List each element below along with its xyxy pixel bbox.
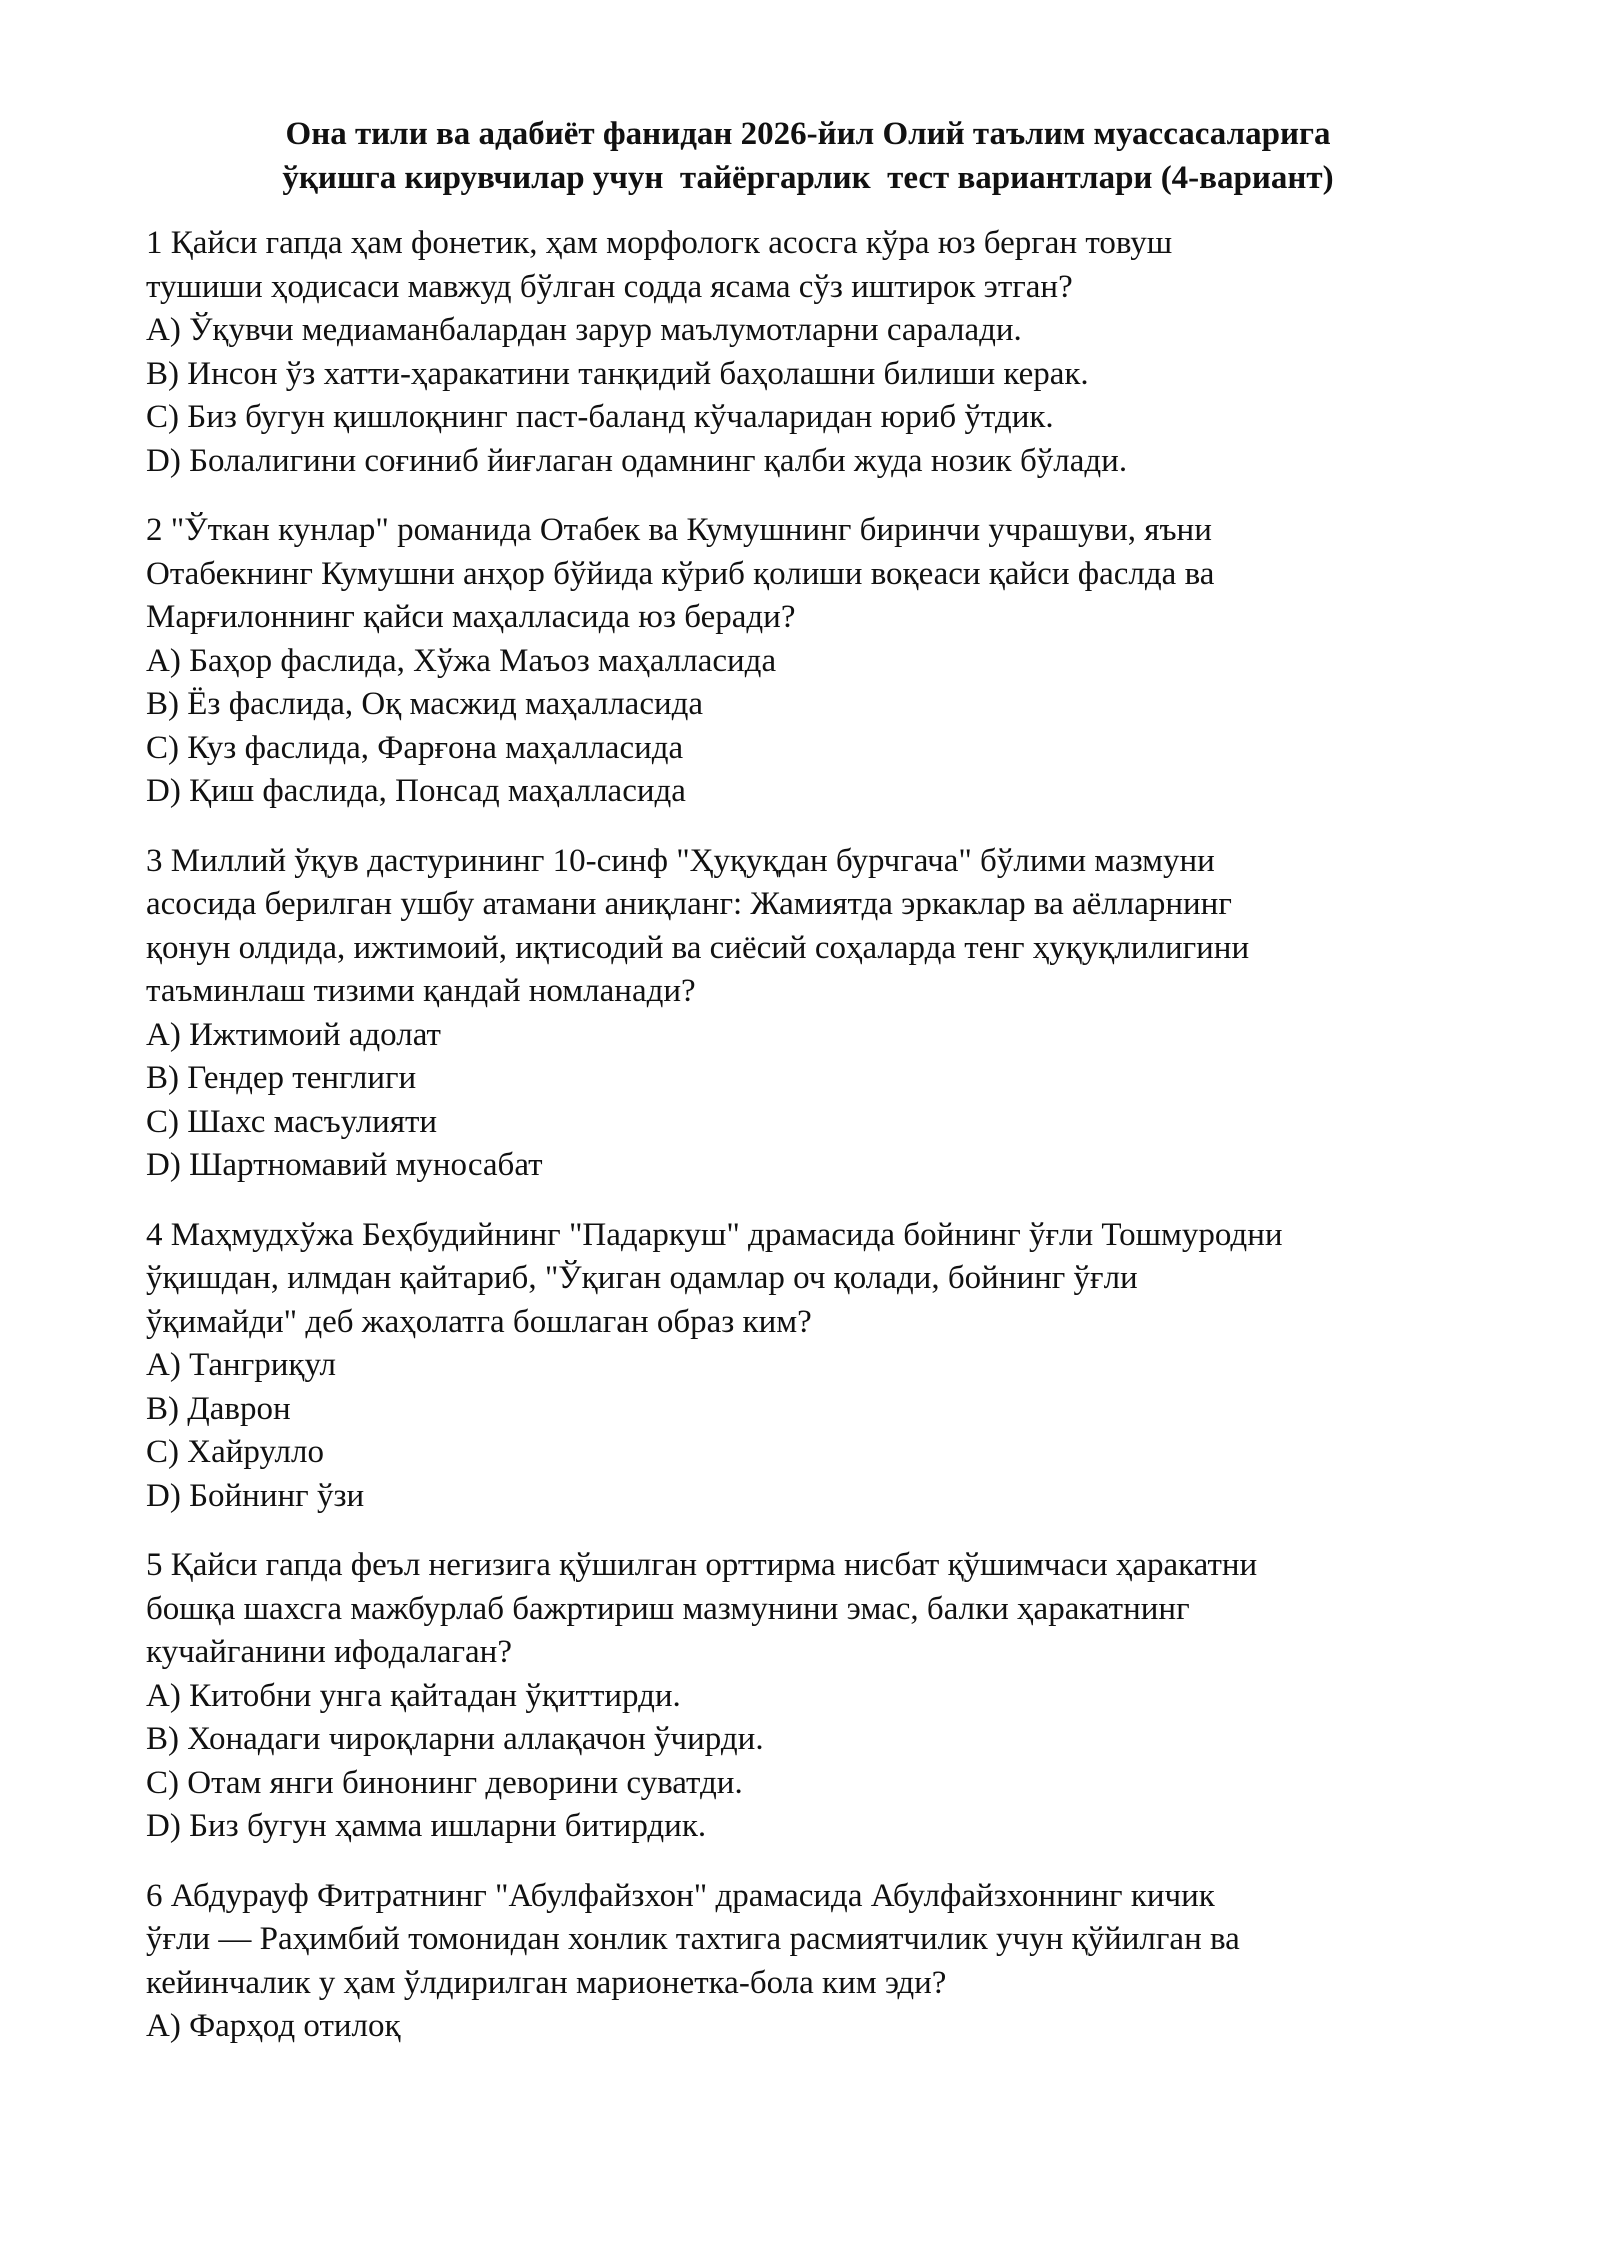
- answer-option-a: A) Баҳор фаслида, Хўжа Маъоз маҳалласида: [146, 642, 777, 679]
- question-3: [146, 840, 1470, 1188]
- question-text-line: кучайганини ифодалаган?: [146, 1634, 512, 1670]
- question-text-line: таъминлаш тизими қандай номланади?: [146, 973, 696, 1009]
- answer-option-a: A) Тангриқул: [146, 1347, 336, 1383]
- question-2: [146, 509, 1470, 814]
- answer-option-a: A) Ўқувчи медиаманбалардан зарур маълумотларни саралади.: [146, 312, 1022, 348]
- answer-option-c: C) Отам янги бинонинг деворини суватди.: [146, 1764, 743, 1801]
- question-5: [146, 1544, 1470, 1849]
- question-text-line: 2 "Ўткан кунлар" романида Отабек ва Кумушнинг биринчи учрашуви, яъни: [146, 512, 1212, 548]
- title-line-2: ўқишга кирувчилар учун тайёргарлик тест вариантлари (4-вариант): [282, 160, 1334, 196]
- answer-option-b: B) Хонадаги чироқларни аллақачон ўчирди.: [146, 1721, 764, 1757]
- question-text-line: ўқимайди" деб жаҳолатга бошлаган образ ким?: [146, 1303, 812, 1340]
- question-text-line: Отабекнинг Кумушни анҳор бўйида кўриб қолиши воқеаси қайси фаслда ва: [146, 555, 1215, 592]
- question-text-line: кейинчалик у ҳам ўлдирилган марионетка-бола ким эди?: [146, 1964, 947, 2001]
- title-line-1: Она тили ва адабиёт фанидан 2026-йил Олий таълим муассасаларига: [285, 116, 1331, 152]
- question-text-line: қонун олдида, ижтимоий, иқтисодий ва сиёсий соҳаларда тенг ҳуқуқлилигини: [146, 929, 1250, 966]
- question-text-line: 5 Қайси гапда феъл негизига қўшилган орттирма нисбат қўшимчаси ҳаракатни: [146, 1547, 1258, 1583]
- question-text-line: Марғилоннинг қайси маҳалласида юз беради?: [146, 599, 796, 635]
- question-text-line: 6 Абдурауф Фитратнинг "Абулфайзхон" драмасида Абулфайзхоннинг кичик: [146, 1877, 1215, 1914]
- answer-option-c: C) Шахс масъулияти: [146, 1103, 438, 1140]
- answer-option-a: A) Ижтимоий адолат: [146, 1016, 441, 1053]
- answer-option-d: D) Бойнинг ўзи: [146, 1477, 365, 1514]
- question-text-line: ўғли — Раҳимбий томонидан хонлик тахтига расмиятчилик учун қўйилган ва: [146, 1921, 1240, 1957]
- question-text-line: тушиши ҳодисаси мавжуд бўлган содда ясама сўз иштирок этган?: [146, 268, 1073, 305]
- answer-option-b: B) Даврон: [146, 1390, 291, 1427]
- question-text-line: 4 Маҳмудхўжа Беҳбудийнинг "Падаркуш" драмасида бойнинг ўғли Тошмуродни: [146, 1216, 1283, 1253]
- question-text-line: бошқа шахсга мажбурлаб бажртириш мазмунини эмас, балки ҳаракатнинг: [146, 1590, 1190, 1627]
- answer-option-d: D) Биз бугун ҳамма ишларни битирдик.: [146, 1808, 707, 1844]
- answer-option-a: A) Фарҳод отилоқ: [146, 2008, 401, 2044]
- answer-option-b: B) Инсон ўз хатти-ҳаракатини танқидий баҳолашни билиши керак.: [146, 355, 1089, 392]
- document-title: [146, 112, 1470, 200]
- question-text-line: 3 Миллий ўқув дастурининг 10-синф "Ҳуқуқдан бурчгача" бўлими мазмуни: [146, 842, 1215, 879]
- answer-option-c: C) Куз фаслида, Фарғона маҳалласида: [146, 729, 684, 766]
- question-4: [146, 1214, 1470, 1519]
- answer-option-d: D) Шартномавий муносабат: [146, 1147, 543, 1183]
- answer-option-b: B) Ёз фаслида, Оқ масжид маҳалласида: [146, 686, 704, 722]
- question-text-line: 1 Қайси гапда ҳам фонетик, ҳам морфологк асосга кўра юз берган товуш: [146, 225, 1173, 261]
- question-1: [146, 222, 1470, 483]
- question-6: [146, 1875, 1470, 2049]
- answer-option-a: A) Китобни унга қайтадан ўқиттирди.: [146, 1677, 681, 1714]
- answer-option-d: D) Болалигини соғиниб йиғлаган одамнинг қалби жуда нозик бўлади.: [146, 442, 1128, 479]
- answer-option-d: D) Қиш фаслида, Понсад маҳалласида: [146, 773, 686, 809]
- answer-option-b: B) Гендер тенглиги: [146, 1060, 417, 1096]
- answer-option-c: C) Хайрулло: [146, 1434, 324, 1470]
- question-text-line: ўқишдан, илмдан қайтариб, "Ўқиган одамлар оч қолади, бойнинг ўғли: [146, 1260, 1138, 1296]
- question-text-line: асосида берилган ушбу атамани аниқланг: Жамиятда эркаклар ва аёлларнинг: [146, 886, 1232, 922]
- answer-option-c: C) Биз бугун қишлоқнинг паст-баланд кўчаларидан юриб ўтдик.: [146, 399, 1054, 435]
